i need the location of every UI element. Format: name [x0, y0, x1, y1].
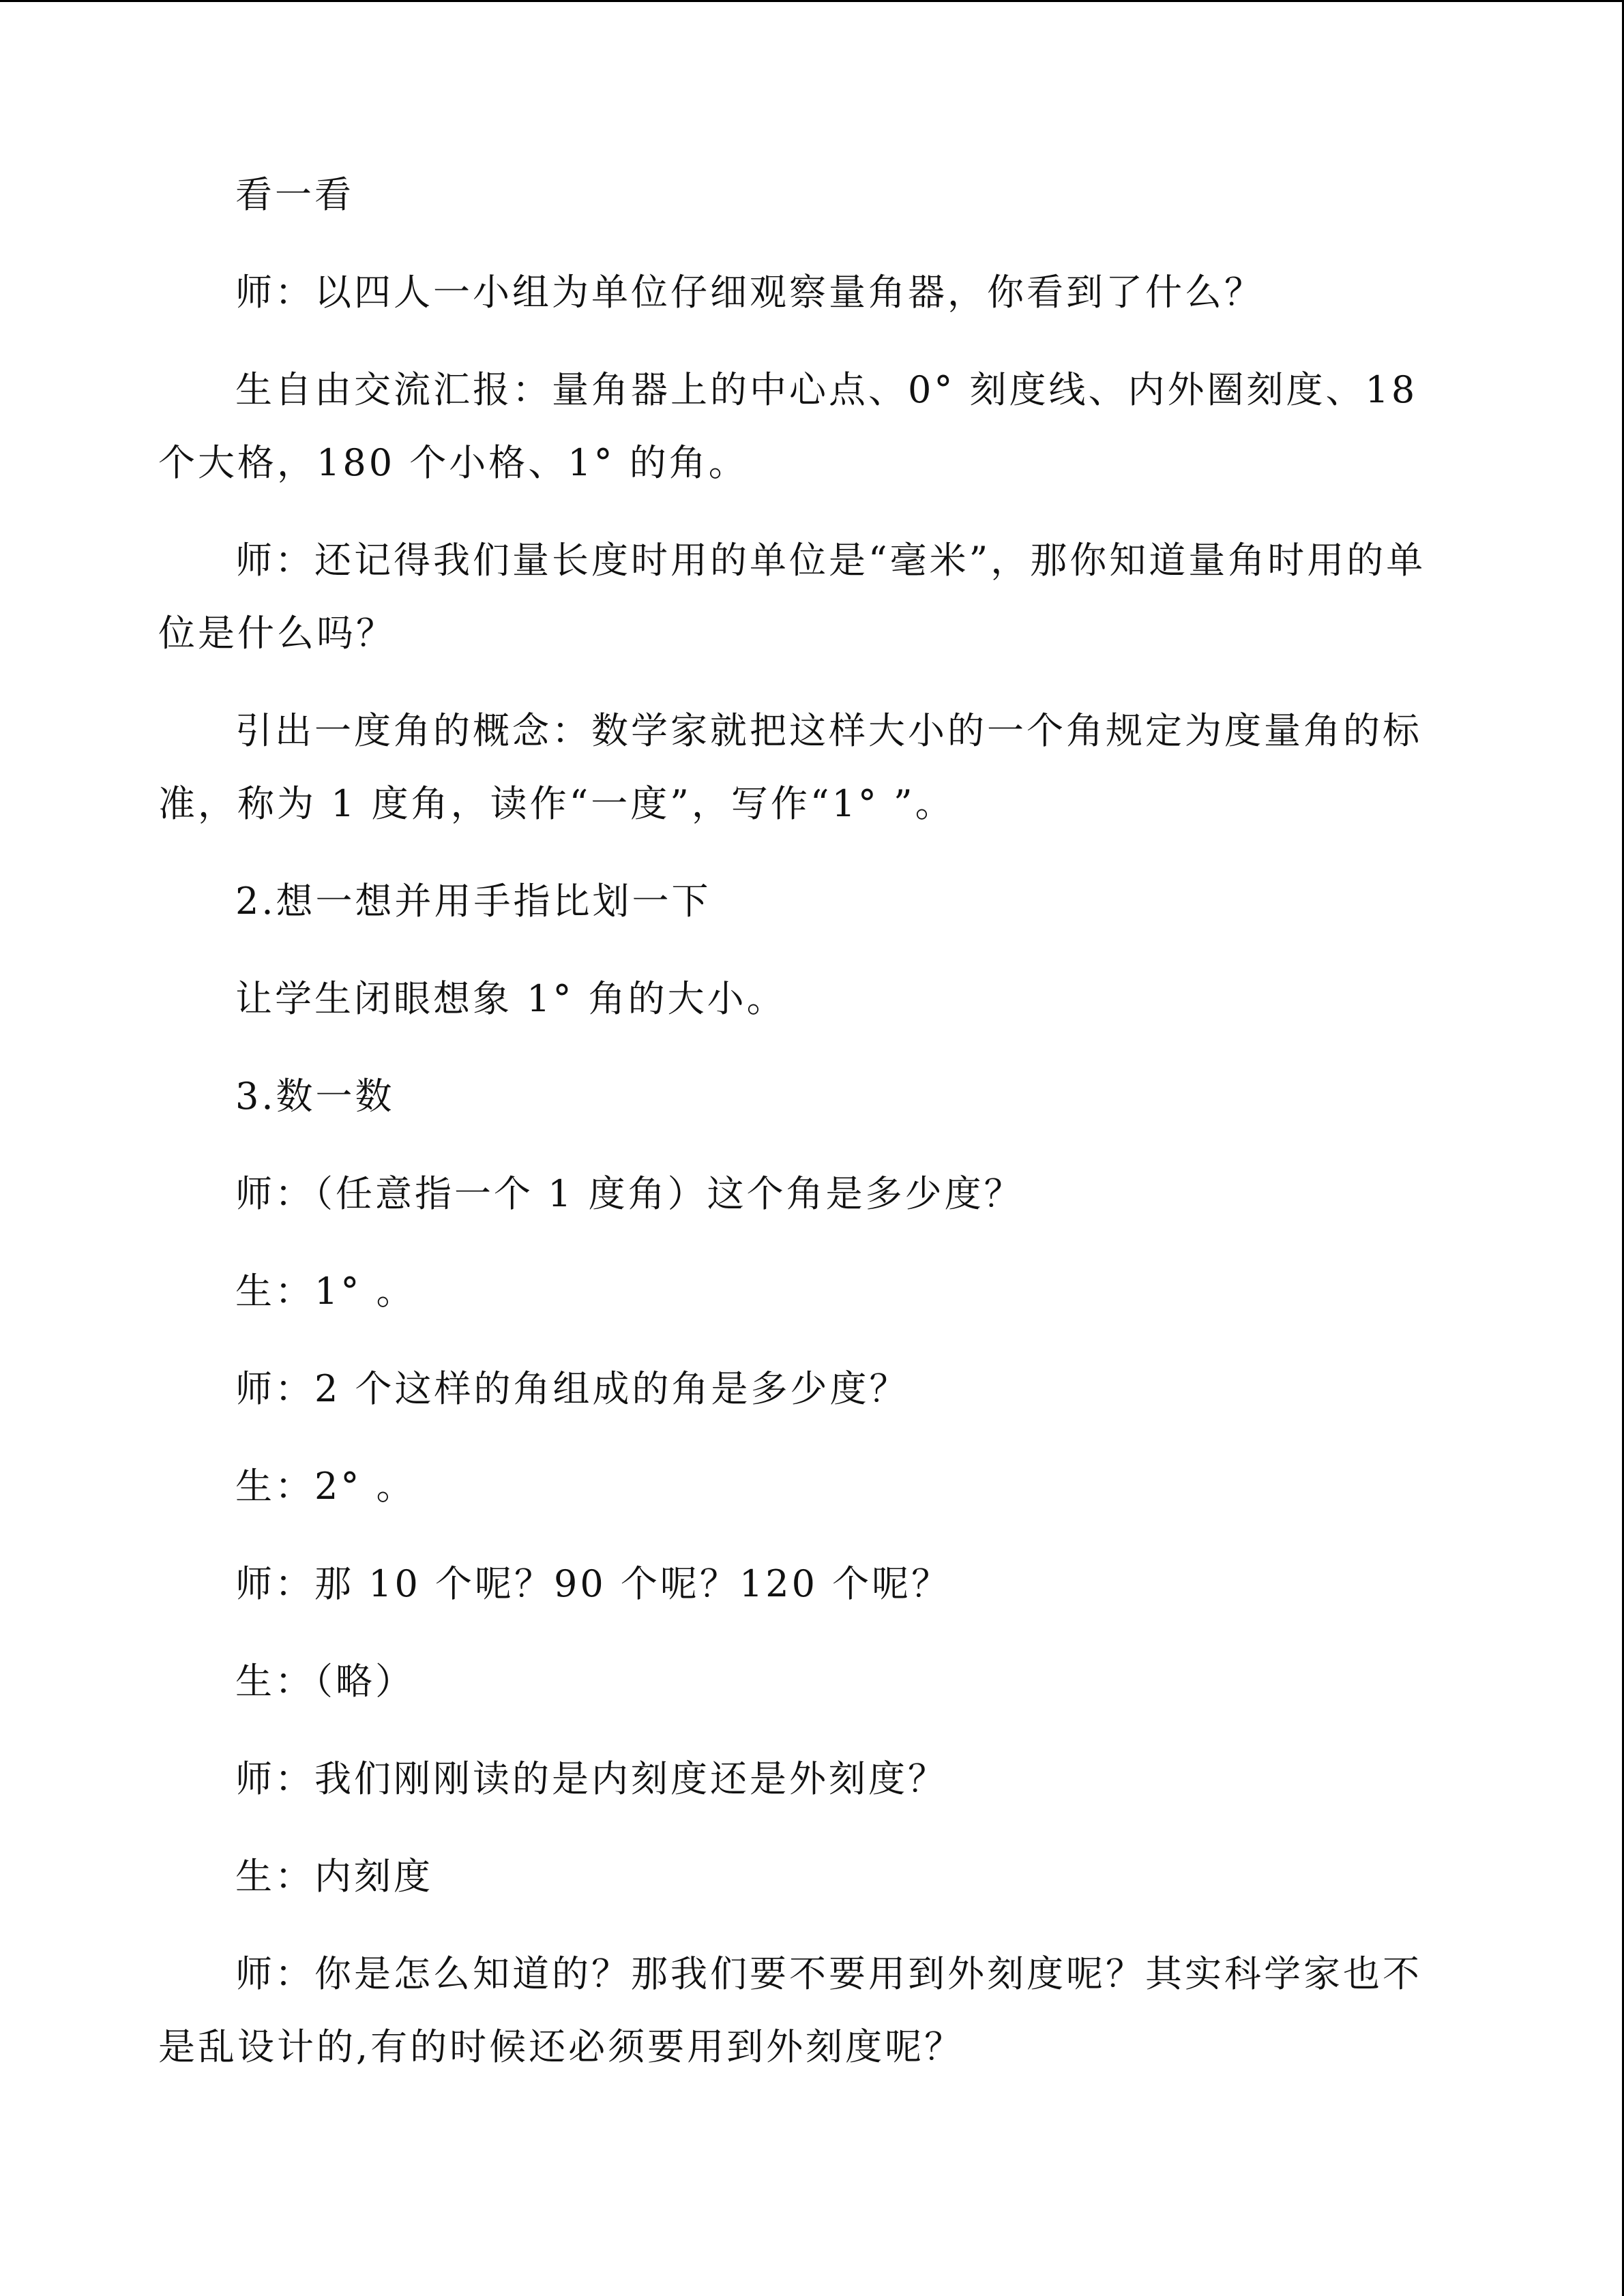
- paragraph-step-3: 3.数一数: [235, 1075, 395, 1118]
- paragraph-teacher-scale-question: 师：我们刚刚读的是内刻度还是外刻度？: [235, 1757, 947, 1800]
- paragraph-imagine: 让学生闭眼想象 1° 角的大小。: [235, 977, 786, 1020]
- paragraph-teacher-question-3: 师：那 10 个呢？90 个呢？120 个呢？: [235, 1562, 951, 1605]
- paragraph-one-degree-concept: 引出一度角的概念：数学家就把这样大小的一个角规定为度量角的标准，称为 1 度角，读作“一度”，写作“1° ”。: [158, 709, 1422, 825]
- paragraph-student-report: 生自由交流汇报：量角器上的中心点、0° 刻度线、内外圈刻度、18 个大格，180 个小格、1° 的角。: [158, 368, 1418, 484]
- paragraph-student-scale-answer: 生：内刻度: [235, 1855, 433, 1898]
- paragraph-teacher-question-1: 师：（任意指一个 1 度角）这个角是多少度？: [235, 1172, 1024, 1215]
- document-body: [158, 158, 1454, 2083]
- paragraph-student-answer-2: 生：2° 。: [235, 1465, 416, 1508]
- paragraph-student-answer-3: 生：（略）: [235, 1660, 415, 1703]
- paragraph-teacher-outer-scale: 师：你是怎么知道的？那我们要不要用到外刻度呢？其实科学家也不是乱设计的,有的时候还必须要用到外刻度呢？: [158, 1952, 1422, 2068]
- paragraph-teacher-unit: 师：还记得我们量长度时用的单位是“毫米”，那你知道量角时用的单位是什么吗？: [158, 539, 1426, 655]
- paragraph-student-answer-1: 生：1° 。: [235, 1270, 416, 1313]
- paragraph-teacher-observe: 师：以四人一小组为单位仔细观察量角器，你看到了什么？: [235, 271, 1264, 314]
- paragraph-look: 看一看: [235, 173, 354, 216]
- paragraph-step-2: 2.想一想并用手指比划一下: [235, 880, 711, 923]
- page-top-border: [0, 0, 1624, 2]
- paragraph-teacher-question-2: 师：2 个这样的角组成的角是多少度？: [235, 1367, 909, 1410]
